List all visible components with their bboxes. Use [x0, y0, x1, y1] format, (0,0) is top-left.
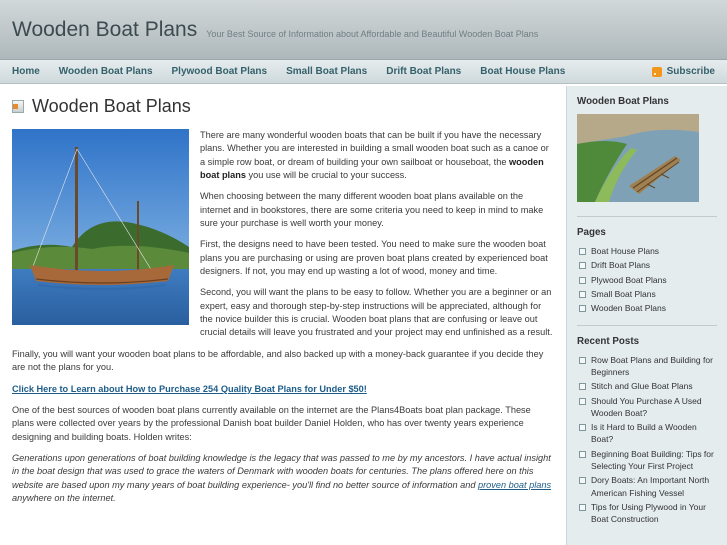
quote-text-end: anywhere on the internet. [12, 492, 116, 503]
recent-post-link[interactable]: Stitch and Glue Boat Plans [577, 380, 717, 392]
post-body [12, 129, 554, 505]
main-content [0, 86, 566, 545]
recent-post-link[interactable]: Beginning Boat Building: Tips for Selecting Your First Project [577, 448, 717, 473]
rss-icon [652, 67, 662, 77]
paragraph-tested: First, the designs need to have been tested. You need to make sure the wooden boat plans you are purchasing or using are proven boat plans created by experienced boat designers. If not, you may end up wasting a lot of wood, money and time. [200, 239, 548, 277]
recent-post-link[interactable]: Dory Boats: An Important North American Fishing Vessel [577, 474, 717, 499]
post-title-text: Wooden Boat Plans [32, 96, 191, 116]
sidebar-divider [577, 216, 717, 217]
pages-list [577, 245, 717, 315]
subscribe-link[interactable] [652, 66, 715, 77]
paragraph-plans4boats: One of the best sources of wooden boat plans currently available on the internet are the Plans4Boats boat plan package. These plans were collected over years by the professional Danish boat builder Daniel Holden, who has over twenty years experience designing and building boats. Holden writes: [12, 404, 531, 442]
post-title [12, 96, 554, 117]
nav-drift-boat-plans[interactable]: Drift Boat Plans [386, 66, 462, 77]
sidebar-page-link[interactable]: Drift Boat Plans [577, 259, 717, 271]
paragraph-easy: Second, you will want the plans to be easy to follow. Whether you are a beginner or an expert, easy and thorough step-by-step instructions will be appreciated, although for the novice builder this is crucial. Wooden boat plans that are confusing or leave out crucial details will leave you frustrated and your project may end unfinished as a result. [200, 287, 553, 338]
holden-quote [12, 452, 554, 505]
sidebar-image-title: Wooden Boat Plans [577, 96, 669, 107]
recent-posts-widget [577, 336, 717, 526]
sidebar-page-link[interactable]: Wooden Boat Plans [577, 302, 717, 314]
site-title-link[interactable]: Wooden Boat Plans [12, 17, 198, 41]
nav-boat-house-plans[interactable]: Boat House Plans [480, 66, 566, 77]
paragraph-criteria: When choosing between the many different wooden boat plans available on the internet and in bookstores, there are some criteria you need to keep in mind to make sure your purchase is well worth your money. [200, 191, 544, 229]
recent-post-link[interactable]: Tips for Using Plywood in Your Boat Construction [577, 501, 717, 526]
page-icon [12, 100, 24, 113]
p1-bold-keyword: wooden boat plans [200, 156, 544, 181]
p1-text-start: There are many wonderful wooden boats that can be built if you have the necessary plans. Whether you are interested in building a small wooden boat such as a canoe or a simple row boat, or dream of building your own sailboat or houseboat, the [200, 130, 549, 167]
sailboat-photo-illustration [12, 129, 189, 325]
rowboat-photo-illustration [577, 114, 699, 202]
recent-posts-list [577, 354, 717, 526]
nav-home[interactable]: Home [12, 66, 40, 77]
site-tagline: Your Best Source of Information about Affordable and Beautiful Wooden Boat Plans [206, 28, 539, 39]
main-nav [0, 60, 727, 84]
purchase-plans-link[interactable]: Click Here to Learn about How to Purchase 254 Quality Boat Plans for Under $50! [12, 383, 367, 394]
proven-boat-plans-link[interactable]: proven boat plans [478, 479, 552, 490]
rowboat-photo[interactable] [577, 114, 699, 202]
nav-plywood-boat-plans[interactable]: Plywood Boat Plans [171, 66, 268, 77]
nav-small-boat-plans[interactable]: Small Boat Plans [286, 66, 368, 77]
site-header [0, 0, 727, 60]
recent-post-link[interactable]: Row Boat Plans and Building for Beginners [577, 354, 717, 379]
sidebar-page-link[interactable]: Small Boat Plans [577, 288, 717, 300]
p1-text-end: you use will be crucial to your success. [245, 170, 407, 181]
paragraph-affordable: Finally, you will want your wooden boat plans to be affordable, and also backed up with a money-back guarantee if you decide they are not the plans for you. [12, 348, 544, 373]
pages-widget-title: Pages [577, 227, 606, 238]
pages-widget [577, 227, 717, 315]
subscribe-label: Subscribe [666, 66, 715, 77]
nav-wooden-boat-plans[interactable]: Wooden Boat Plans [58, 66, 153, 77]
sidebar-page-link[interactable]: Plywood Boat Plans [577, 274, 717, 286]
sidebar-page-link[interactable]: Boat House Plans [577, 245, 717, 257]
quote-text-start: Generations upon generations of boat building knowledge is the legacy that was passed to me by my ancestors. I have actual insight in the boat design that was used to grace the waters of Denmark with wooden boats for centuries. The plans offered here on this website are based upon my many years of boat building experience- you'll find no better source of information and [12, 452, 551, 490]
recent-posts-title: Recent Posts [577, 335, 640, 347]
recent-post-link[interactable]: Is it Hard to Build a Wooden Boat? [577, 421, 717, 446]
sidebar [566, 86, 727, 545]
recent-post-link[interactable]: Should You Purchase A Used Wooden Boat? [577, 395, 717, 420]
sailboat-photo [12, 129, 189, 325]
sidebar-divider [577, 325, 717, 326]
